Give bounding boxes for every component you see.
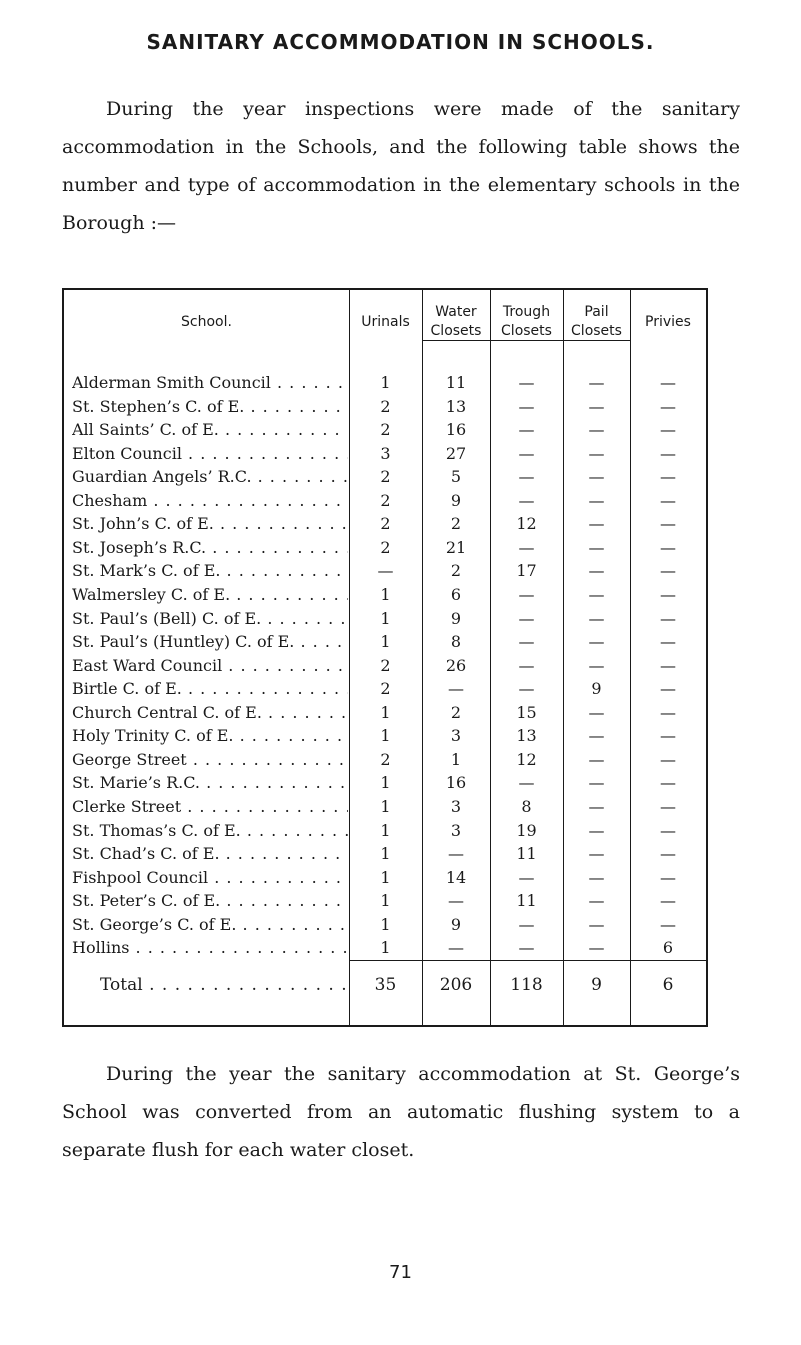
table-row	[62, 749, 708, 771]
cell-pail-closets: —	[588, 820, 605, 840]
page-title: SANITARY ACCOMMODATION IN SCHOOLS.	[146, 30, 655, 54]
cell-water-closets: 14	[445, 867, 467, 887]
table-row	[62, 608, 708, 630]
school-name: St. Stephen’s C. of E. . . .	[72, 396, 348, 418]
cell-urinals: 1	[380, 891, 391, 911]
cell-urinals: 1	[380, 702, 391, 722]
cell-urinals: 2	[380, 396, 391, 416]
school-name: St. Paul’s (Huntley) C. of E. . . .	[72, 631, 348, 653]
cell-privies: —	[660, 749, 676, 769]
cell-privies: —	[660, 820, 676, 840]
cell-urinals: 1	[380, 632, 391, 652]
cell-trough-closets: 17	[516, 561, 537, 581]
cell-privies: —	[660, 420, 676, 440]
cell-trough-closets: —	[518, 585, 535, 604]
cell-trough-closets: —	[518, 608, 535, 628]
cell-trough-closets: 12	[516, 514, 537, 534]
school-name: Chesham . . .	[72, 490, 348, 512]
cell-urinals: 1	[380, 867, 391, 887]
cell-water-closets: 9	[450, 490, 462, 510]
table-row	[62, 537, 708, 559]
table-row	[62, 772, 708, 794]
cell-urinals: 2	[380, 490, 391, 510]
total-pail-closets: 9	[591, 975, 602, 995]
cell-water-closets: 13	[445, 396, 467, 416]
page-number: 71	[389, 1262, 412, 1283]
cell-privies: —	[660, 443, 676, 463]
cell-privies: —	[660, 537, 676, 557]
header-water-closets: Water Closets	[430, 304, 482, 339]
cell-pail-closets: —	[588, 396, 605, 416]
cell-urinals: 2	[380, 537, 391, 557]
table-row	[62, 867, 708, 889]
cell-trough-closets: 19	[516, 820, 537, 840]
school-name: Walmersley C. of E. . . .	[72, 584, 348, 606]
school-name: St. Mark’s C. of E. . . .	[72, 560, 348, 582]
cell-water-closets: 3	[450, 820, 462, 840]
cell-trough-closets: —	[518, 773, 535, 793]
cell-trough-closets: —	[518, 490, 535, 510]
cell-urinals: 1	[380, 938, 391, 958]
cell-trough-closets: 15	[516, 702, 537, 722]
table-row	[62, 890, 708, 912]
cell-privies: —	[660, 396, 676, 416]
school-name: Church Central C. of E. . . .	[72, 702, 348, 724]
cell-water-closets: 3	[450, 796, 462, 816]
cell-urinals: 2	[380, 679, 391, 699]
cell-trough-closets: —	[518, 914, 535, 934]
total-urinals: 35	[374, 975, 397, 995]
cell-privies: —	[660, 585, 676, 604]
cell-urinals: 1	[380, 773, 391, 793]
cell-urinals: 2	[380, 420, 391, 440]
cell-pail-closets: —	[588, 749, 605, 769]
table-row	[62, 702, 708, 724]
table-row	[62, 419, 708, 441]
school-name: Guardian Angels’ R.C. . . .	[72, 466, 348, 488]
cell-urinals: 2	[380, 467, 391, 487]
header-privies: Privies	[645, 313, 691, 330]
cell-pail-closets: —	[588, 844, 605, 863]
cell-privies: —	[660, 490, 676, 510]
table-row	[62, 466, 708, 488]
cell-pail-closets: —	[588, 467, 605, 487]
cell-urinals: 2	[380, 749, 391, 769]
cell-pail-closets: —	[588, 608, 605, 628]
school-name: St. Peter’s C. of E. . . .	[72, 890, 348, 912]
cell-trough-closets: 12	[516, 749, 537, 769]
cell-water-closets: 3	[450, 726, 462, 746]
school-name: Birtle C. of E. . . .	[72, 678, 348, 700]
cell-pail-closets: —	[588, 891, 605, 911]
cell-water-closets: 2	[450, 561, 462, 581]
cell-privies: 6	[662, 938, 674, 958]
cell-water-closets: 1	[450, 749, 462, 769]
cell-trough-closets: —	[518, 679, 535, 699]
cell-urinals: 1	[380, 796, 391, 816]
header-pail-closets: Pail Closets	[571, 304, 622, 339]
cell-water-closets: 6	[450, 585, 462, 604]
cell-privies: —	[660, 773, 676, 793]
cell-privies: —	[660, 891, 676, 911]
cell-pail-closets: —	[588, 796, 605, 816]
cell-water-closets: 5	[450, 467, 462, 487]
header-trough-closets: Trough Closets	[501, 304, 552, 339]
cell-privies: —	[660, 844, 676, 863]
total-trough-closets: 118	[510, 975, 543, 995]
cell-water-closets: —	[448, 679, 464, 699]
total-rule	[349, 960, 706, 961]
cell-privies: —	[660, 702, 676, 722]
cell-pail-closets: —	[588, 537, 605, 557]
school-name: Clerke Street . . .	[72, 796, 348, 818]
school-name: Hollins . . .	[72, 937, 348, 959]
cell-trough-closets: —	[518, 443, 535, 463]
table-row	[62, 560, 708, 582]
cell-urinals: 1	[380, 608, 391, 628]
table-row	[62, 843, 708, 865]
cell-trough-closets: 8	[521, 796, 532, 816]
cell-urinals: —	[377, 561, 394, 581]
cell-trough-closets: —	[518, 467, 535, 487]
table-row	[62, 820, 708, 842]
cell-pail-closets: —	[588, 773, 605, 793]
cell-privies: —	[660, 514, 676, 534]
cell-pail-closets: —	[588, 373, 605, 392]
school-name: St. Joseph’s R.C. . . .	[72, 537, 348, 559]
table-row	[62, 443, 708, 465]
cell-trough-closets: —	[518, 396, 535, 416]
table-row	[62, 725, 708, 747]
cell-urinals: 1	[380, 585, 391, 604]
cell-pail-closets: —	[588, 490, 605, 510]
total-water-closets: 206	[439, 975, 473, 995]
cell-trough-closets: —	[518, 632, 535, 652]
school-name: Holy Trinity C. of E. . . .	[72, 725, 348, 747]
cell-trough-closets: 11	[516, 891, 537, 911]
cell-pail-closets: —	[588, 585, 605, 604]
cell-privies: —	[660, 796, 676, 816]
school-name: St. Paul’s (Bell) C. of E. . . .	[72, 608, 348, 630]
cell-trough-closets: —	[518, 537, 535, 557]
cell-pail-closets: 9	[591, 679, 602, 699]
table-top-rule	[62, 288, 708, 290]
cell-water-closets: 9	[450, 608, 462, 628]
cell-urinals: 1	[380, 820, 391, 840]
cell-water-closets: 16	[445, 420, 467, 440]
cell-water-closets: 11	[445, 373, 467, 392]
school-name: St. Marie’s R.C. . . .	[72, 772, 348, 794]
school-name: Alderman Smith Council . . .	[72, 372, 348, 394]
cell-water-closets: —	[448, 844, 464, 863]
total-row	[62, 973, 708, 997]
table-row	[62, 490, 708, 512]
cell-water-closets: 9	[450, 914, 462, 934]
total-privies: 6	[662, 975, 674, 995]
cell-privies: —	[660, 608, 676, 628]
table-row	[62, 678, 708, 700]
cell-pail-closets: —	[588, 867, 605, 887]
cell-urinals: 1	[380, 914, 391, 934]
cell-pail-closets: —	[588, 914, 605, 934]
cell-water-closets: 2	[450, 702, 462, 722]
school-name: St. John’s C. of E. . . .	[72, 513, 348, 535]
cell-water-closets: 27	[445, 443, 467, 463]
school-name: Fishpool Council . . .	[72, 867, 348, 889]
cell-privies: —	[660, 561, 676, 581]
cell-trough-closets: —	[518, 655, 535, 675]
cell-pail-closets: —	[588, 420, 605, 440]
table-row	[62, 584, 708, 606]
cell-pail-closets: —	[588, 938, 605, 958]
cell-privies: —	[660, 373, 676, 392]
cell-trough-closets: —	[518, 867, 535, 887]
cell-pail-closets: —	[588, 443, 605, 463]
table-row	[62, 914, 708, 936]
cell-privies: —	[660, 467, 676, 487]
closing-paragraph: During the year the sanitary accommodation at St. George’s School was converted from an automatic flushing system to a separate flush for each water closet.	[62, 1063, 740, 1161]
cell-trough-closets: 11	[516, 844, 537, 863]
cell-urinals: 1	[380, 844, 391, 863]
cell-water-closets: 26	[445, 655, 467, 675]
sanitary-accommodation-table	[62, 288, 708, 1028]
table-row	[62, 372, 708, 394]
cell-trough-closets: —	[518, 420, 535, 440]
total-label: Total . . .	[100, 973, 348, 997]
table-bottom-rule	[62, 1025, 708, 1027]
cell-urinals: 3	[380, 443, 391, 463]
cell-water-closets: —	[448, 891, 464, 911]
intro-paragraph: During the year inspections were made of the sanitary accommodation in the Schools, and the following table shows the number and type of accommodation in the elementary schools in the Borough :—	[62, 98, 740, 234]
cell-water-closets: 16	[445, 773, 467, 793]
cell-water-closets: 2	[450, 514, 462, 534]
cell-privies: —	[660, 867, 676, 887]
cell-urinals: 1	[380, 373, 391, 392]
cell-trough-closets: —	[518, 938, 535, 958]
cell-privies: —	[660, 726, 676, 746]
cell-pail-closets: —	[588, 655, 605, 675]
table-row	[62, 396, 708, 418]
school-name: Elton Council . . .	[72, 443, 348, 465]
cell-pail-closets: —	[588, 561, 605, 581]
cell-urinals: 2	[380, 514, 391, 534]
cell-urinals: 1	[380, 726, 391, 746]
cell-privies: —	[660, 632, 676, 652]
cell-pail-closets: —	[588, 514, 605, 534]
school-name: St. George’s C. of E. . . .	[72, 914, 348, 936]
table-row	[62, 513, 708, 535]
cell-water-closets: 8	[450, 632, 462, 652]
header-school: School.	[181, 313, 232, 330]
cell-pail-closets: —	[588, 632, 605, 652]
cell-pail-closets: —	[588, 726, 605, 746]
cell-trough-closets: —	[518, 373, 535, 392]
school-name: St. Chad’s C. of E. . . .	[72, 843, 348, 865]
cell-privies: —	[660, 679, 676, 699]
table-row	[62, 655, 708, 677]
header-urinals: Urinals	[361, 313, 410, 330]
cell-pail-closets: —	[588, 702, 605, 722]
school-name: George Street . . .	[72, 749, 348, 771]
school-name: East Ward Council . . .	[72, 655, 348, 677]
school-name: St. Thomas’s C. of E. . . .	[72, 820, 348, 842]
cell-urinals: 2	[380, 655, 391, 675]
table-row	[62, 631, 708, 653]
school-name: All Saints’ C. of E. . . .	[72, 419, 348, 441]
cell-water-closets: 21	[445, 537, 467, 557]
cell-privies: —	[660, 655, 676, 675]
table-row	[62, 937, 708, 959]
table-row	[62, 796, 708, 818]
cell-trough-closets: 13	[516, 726, 537, 746]
cell-privies: —	[660, 914, 676, 934]
cell-water-closets: —	[448, 938, 464, 958]
